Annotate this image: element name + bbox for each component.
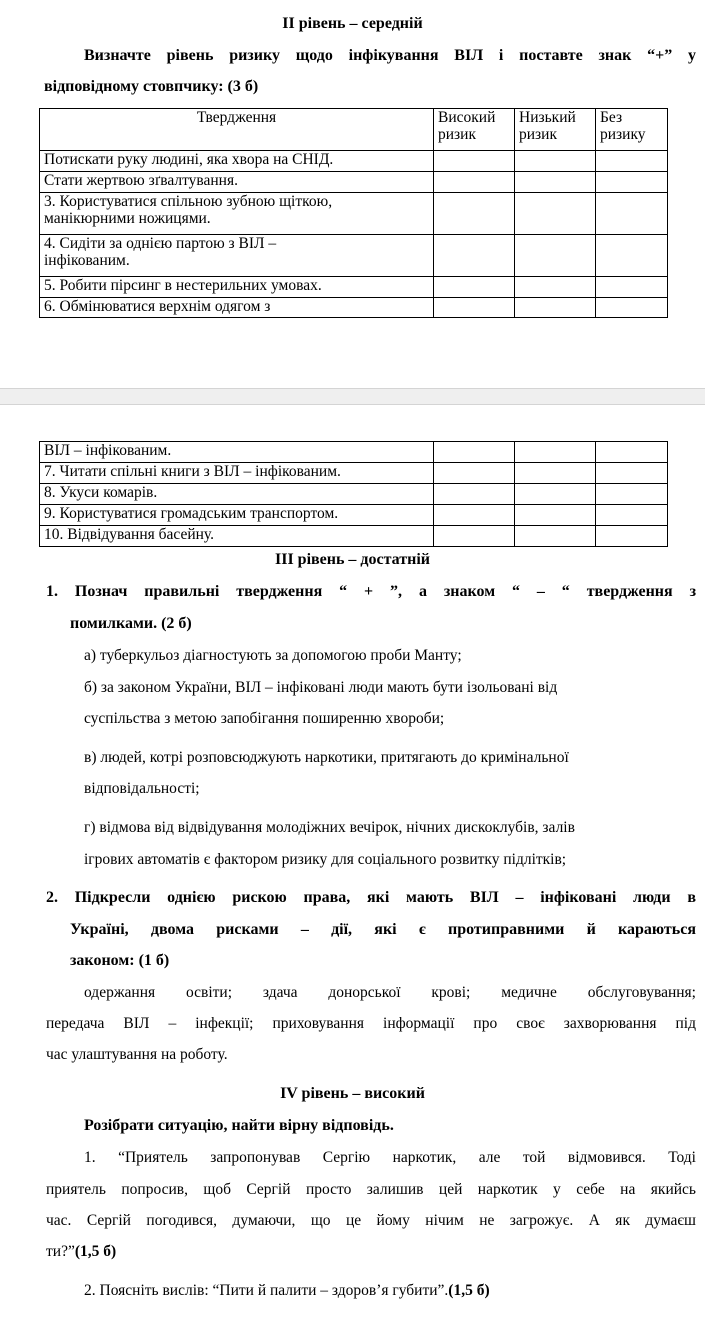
- statement-cell: 7. Читати спільні книги з ВІЛ – інфікованим.: [40, 463, 434, 484]
- high-risk-cell[interactable]: [434, 298, 515, 318]
- q2-text-line1: одержання освіти; здача донорської крові; медичне обслуговування;: [84, 984, 696, 1001]
- header-no-risk: Без ризику: [596, 109, 668, 151]
- table-row: [40, 526, 668, 547]
- low-risk-cell[interactable]: [515, 526, 596, 547]
- table-row: [40, 484, 668, 505]
- level3-q1-line1: 1. Познач правильні твердження “ + ”, а знаком “ – “ твердження з: [46, 583, 696, 600]
- q1-item-b-line1: б) за законом України, ВІЛ – інфіковані люди мають бути ізольовані від: [84, 679, 558, 696]
- q2-text-line2: передача ВІЛ – інфекції; приховування інформації про своє захворювання під: [46, 1015, 696, 1032]
- no-risk-cell[interactable]: [596, 442, 668, 463]
- situation1-line2: приятель попросив, щоб Сергій просто залишив цей наркотик у себе на якийсь: [46, 1181, 696, 1198]
- low-risk-cell[interactable]: [515, 505, 596, 526]
- statement-cell: 9. Користуватися громадським транспортом.: [40, 505, 434, 526]
- q1-item-c-line1: в) людей, котрі розповсюджують наркотики, притягають до кримінальної: [84, 749, 569, 766]
- table-row: [40, 277, 668, 298]
- no-risk-cell[interactable]: [596, 235, 668, 277]
- statement-cell: ВІЛ – інфікованим.: [40, 442, 434, 463]
- low-risk-cell[interactable]: [515, 298, 596, 318]
- situation2-text: 2. Поясніть вислів: “Пити й палити – здоров’я губити”.: [84, 1282, 449, 1299]
- q1-item-d-line1: г) відмова від відвідування молодіжних вечірок, нічних дискоклубів, залів: [84, 819, 575, 836]
- table-row: [40, 235, 668, 277]
- table-row: [40, 505, 668, 526]
- level3-q2-line2: Україні, двома рисками – дії, які є протиправними й караються: [70, 921, 696, 938]
- table-row: [40, 172, 668, 193]
- table-row: [40, 442, 668, 463]
- high-risk-cell[interactable]: [434, 463, 515, 484]
- table-row: [40, 298, 668, 318]
- level3-q2-line3: законом: (1 б): [70, 952, 170, 969]
- statement-cell: 3. Користуватися спільною зубною щіткою, манікюрними ножицями.: [40, 193, 434, 235]
- situation2-line: [84, 1281, 490, 1300]
- header-statement: Твердження: [40, 109, 434, 151]
- no-risk-cell[interactable]: [596, 463, 668, 484]
- no-risk-cell[interactable]: [596, 277, 668, 298]
- situation1-last: ти?”: [46, 1243, 75, 1260]
- page-break: [0, 388, 705, 405]
- level4-title: IV рівень – високий: [280, 1085, 425, 1102]
- q1-item-c-line2: відповідальності;: [84, 780, 200, 797]
- low-risk-cell[interactable]: [515, 463, 596, 484]
- no-risk-cell[interactable]: [596, 193, 668, 235]
- high-risk-cell[interactable]: [434, 505, 515, 526]
- low-risk-cell[interactable]: [515, 235, 596, 277]
- level3-q1-line2: помилками. (2 б): [70, 615, 192, 632]
- table-row: [40, 151, 668, 172]
- situation1-line3: час. Сергій погодився, думаючи, що це йому нічим не загрожує. А як думаєш: [46, 1212, 696, 1229]
- low-risk-cell[interactable]: [515, 484, 596, 505]
- high-risk-cell[interactable]: [434, 442, 515, 463]
- no-risk-cell[interactable]: [596, 172, 668, 193]
- header-high-risk: Високий ризик: [434, 109, 515, 151]
- level3-title: ІІІ рівень – достатній: [274, 551, 431, 568]
- table-row: [40, 193, 668, 235]
- no-risk-cell[interactable]: [596, 151, 668, 172]
- statement-cell: 10. Відвідування басейну.: [40, 526, 434, 547]
- level2-task-line1: Визначте рівень ризику щодо інфікування ВІЛ і поставте знак “+” у: [84, 47, 696, 64]
- risk-table-part1: [39, 108, 668, 318]
- no-risk-cell[interactable]: [596, 505, 668, 526]
- high-risk-cell[interactable]: [434, 235, 515, 277]
- high-risk-cell[interactable]: [434, 193, 515, 235]
- low-risk-cell[interactable]: [515, 193, 596, 235]
- situation1-line4: [46, 1242, 116, 1261]
- table-row: [40, 463, 668, 484]
- high-risk-cell[interactable]: [434, 526, 515, 547]
- header-low-risk: Низький ризик: [515, 109, 596, 151]
- q1-item-a: а) туберкульоз діагностують за допомогою проби Манту;: [84, 647, 462, 664]
- q1-item-b-line2: суспільства з метою запобігання поширенню хвороби;: [84, 710, 445, 727]
- high-risk-cell[interactable]: [434, 277, 515, 298]
- low-risk-cell[interactable]: [515, 277, 596, 298]
- risk-table-part2: [39, 441, 668, 547]
- statement-cell: 4. Сидіти за однією партою з ВІЛ – інфікованим.: [40, 235, 434, 277]
- high-risk-cell[interactable]: [434, 484, 515, 505]
- statement-cell: 8. Укуси комарів.: [40, 484, 434, 505]
- level4-task: Розібрати ситуацію, найти вірну відповідь.: [84, 1117, 394, 1134]
- statement-cell: Стати жертвою зґвалтування.: [40, 172, 434, 193]
- level2-title: ІІ рівень – середній: [282, 15, 423, 32]
- statement-cell: 5. Робити пірсинг в нестерильних умовах.: [40, 277, 434, 298]
- high-risk-cell[interactable]: [434, 172, 515, 193]
- situation1-points: (1,5 б): [74, 1243, 117, 1260]
- level2-task-line2: відповідному стовпчику: (3 б): [44, 78, 259, 95]
- no-risk-cell[interactable]: [596, 484, 668, 505]
- low-risk-cell[interactable]: [515, 151, 596, 172]
- low-risk-cell[interactable]: [515, 172, 596, 193]
- no-risk-cell[interactable]: [596, 298, 668, 318]
- statement-cell: Потискати руку людині, яка хвора на СНІД.: [40, 151, 434, 172]
- situation1-line1: 1. “Приятель запропонував Сергію наркотик, але той відмовився. Тоді: [84, 1149, 696, 1166]
- q1-item-d-line2: ігрових автоматів є фактором ризику для соціального розвитку підлітків;: [84, 851, 567, 868]
- no-risk-cell[interactable]: [596, 526, 668, 547]
- q2-text-line3: час улаштування на роботу.: [46, 1046, 228, 1063]
- statement-cell: 6. Обмінюватися верхнім одягом з: [40, 298, 434, 318]
- level3-q2-line1: 2. Підкресли однією рискою права, які мають ВІЛ – інфіковані люди в: [46, 889, 696, 906]
- situation2-points: (1,5 б): [448, 1282, 490, 1299]
- high-risk-cell[interactable]: [434, 151, 515, 172]
- low-risk-cell[interactable]: [515, 442, 596, 463]
